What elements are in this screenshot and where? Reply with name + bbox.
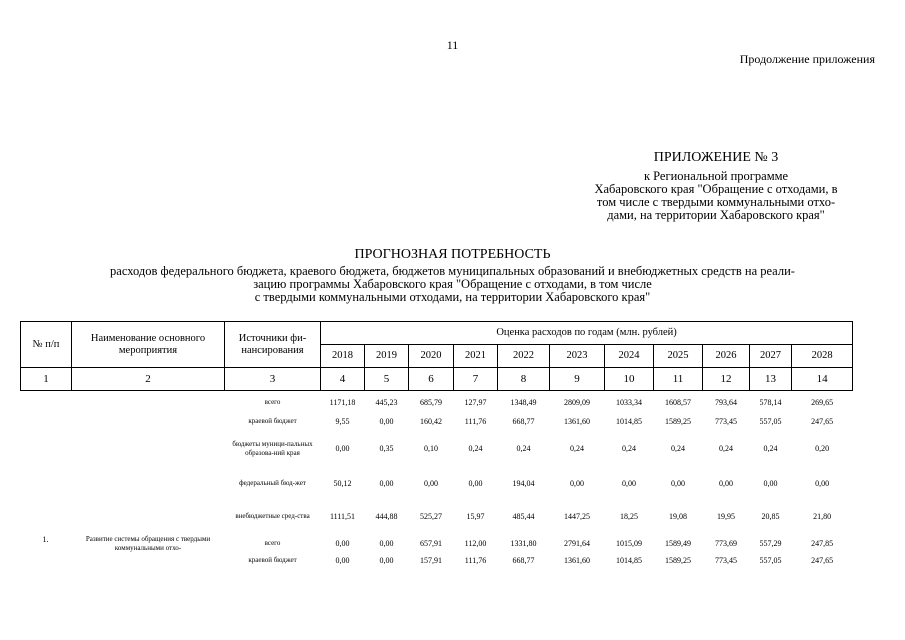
appendix-line: дами, на территории Хабаровского края"	[607, 208, 825, 222]
year-header: 2023	[550, 345, 605, 368]
event-name	[72, 499, 225, 535]
year-value: 668,77	[512, 556, 535, 565]
column-index: 4	[321, 368, 365, 391]
subheading-line: с твердыми коммунальными отходами, на территории Хабаровского края"	[254, 290, 651, 304]
year-value: 1589,49	[665, 539, 691, 548]
column-index: 8	[498, 368, 550, 391]
year-value: 0,35	[379, 444, 394, 453]
document-heading: ПРОГНОЗНАЯ ПОТРЕБНОСТЬ	[354, 247, 551, 262]
year-header: 2024	[605, 345, 654, 368]
year-value: 444,88	[375, 512, 398, 521]
year-value: 557,05	[759, 556, 782, 565]
year-header: 2025	[654, 345, 703, 368]
year-header: 2019	[365, 345, 409, 368]
year-value: 668,77	[512, 417, 535, 426]
year-value: 1348,49	[510, 398, 537, 408]
year-value: 157,91	[420, 556, 442, 565]
year-value: 0,00	[763, 479, 778, 488]
table-row	[21, 553, 853, 569]
document-subheading	[30, 265, 875, 304]
year-value: 19,95	[717, 512, 735, 521]
event-name	[72, 415, 225, 429]
appendix-line: том числе с твердыми коммунальными отхо-	[596, 195, 836, 209]
funding-source: внебюджетные сред-ства	[235, 512, 310, 520]
year-value: 269,65	[811, 398, 834, 408]
year-value: 0,20	[815, 444, 830, 453]
year-value: 0,24	[622, 444, 636, 453]
year-value: 445,23	[375, 398, 398, 408]
year-value: 1447,25	[564, 512, 590, 521]
year-value: 247,65	[811, 556, 834, 565]
year-header: 2026	[703, 345, 750, 368]
funding-source: всего	[264, 539, 281, 547]
year-value: 0,24	[516, 444, 531, 453]
page-number: 11	[446, 38, 459, 52]
year-value: 557,29	[759, 539, 782, 548]
year-value: 1589,25	[665, 417, 691, 426]
year-header: 2022	[498, 345, 550, 368]
event-name: Развитие системы обращения с твердыми коммунальными отхо-	[85, 534, 211, 552]
year-value: 15,97	[466, 512, 485, 521]
year-value: 0,24	[671, 444, 685, 453]
year-value: 0,24	[719, 444, 733, 453]
year-value: 0,00	[335, 539, 350, 548]
row-number	[21, 429, 72, 469]
funding-source: всего	[264, 398, 281, 407]
year-value: 194,04	[512, 479, 535, 488]
year-value: 0,00	[335, 556, 350, 565]
column-index: 7	[454, 368, 498, 391]
row-number	[21, 469, 72, 499]
year-value: 0,24	[763, 444, 778, 453]
column-index: 11	[654, 368, 703, 391]
subheading-line: расходов федерального бюджета, краевого бюджета, бюджетов муниципальных образований и внебюджетных средств на реали-	[110, 264, 795, 278]
row-number	[21, 553, 72, 569]
appendix-title: ПРИЛОЖЕНИЕ № 3	[653, 150, 779, 165]
year-value: 1331,80	[510, 539, 537, 548]
year-value: 578,14	[759, 398, 782, 408]
table-row	[21, 391, 853, 415]
year-value: 111,76	[464, 417, 487, 426]
year-header: 2027	[750, 345, 792, 368]
year-value: 0,00	[379, 539, 394, 548]
column-index: 9	[550, 368, 605, 391]
year-value: 21,80	[813, 512, 832, 521]
column-index: 14	[792, 368, 853, 391]
year-value: 0,00	[570, 479, 584, 488]
year-value: 485,44	[512, 512, 535, 521]
year-value: 557,05	[759, 417, 782, 426]
year-value: 0,00	[815, 479, 830, 488]
header-event: Наименование основного мероприятия	[72, 322, 225, 368]
year-value: 1014,85	[616, 417, 642, 426]
year-value: 1033,34	[616, 398, 642, 408]
funding-source: бюджеты муници-пальных образова-ний края	[232, 439, 313, 457]
year-value: 1361,60	[564, 556, 590, 565]
column-index: 6	[409, 368, 454, 391]
row-number	[21, 499, 72, 535]
year-value: 0,00	[719, 479, 733, 488]
column-index: 1	[21, 368, 72, 391]
continuation-label: Продолжение приложения	[739, 52, 875, 66]
year-value: 1014,85	[616, 556, 642, 565]
row-number	[21, 391, 72, 415]
funding-source: федеральный бюд-жет	[239, 479, 306, 487]
event-name	[72, 553, 225, 569]
event-name	[72, 429, 225, 469]
header-source: Источники фи-нансирования	[225, 322, 321, 368]
column-index: 5	[365, 368, 409, 391]
table-row	[21, 415, 853, 429]
year-value: 0,00	[424, 479, 438, 488]
year-value: 1608,57	[665, 398, 691, 408]
year-value: 111,76	[464, 556, 487, 565]
subheading-line: зацию программы Хабаровского края "Обращение с отходами, в том числе	[253, 277, 652, 291]
year-value: 0,00	[622, 479, 636, 488]
year-value: 2809,09	[564, 398, 590, 408]
year-value: 18,25	[620, 512, 638, 521]
appendix-line: Хабаровского края "Обращение с отходами, в	[594, 182, 838, 196]
year-value: 112,00	[464, 539, 487, 548]
funding-source: краевой бюджет	[248, 556, 297, 564]
year-value: 0,00	[468, 479, 483, 488]
year-value: 247,65	[811, 417, 834, 426]
year-value: 247,85	[811, 539, 834, 548]
appendix-subtitle	[560, 170, 872, 222]
year-value: 20,85	[761, 512, 780, 521]
column-index: 10	[605, 368, 654, 391]
header-number: № п/п	[21, 322, 72, 368]
year-value: 160,42	[420, 417, 442, 426]
column-index: 2	[72, 368, 225, 391]
year-header: 2028	[792, 345, 853, 368]
header-estimate: Оценка расходов по годам (млн. рублей)	[321, 322, 853, 345]
year-value: 0,00	[335, 444, 350, 453]
year-value: 1015,09	[616, 539, 642, 548]
event-name	[72, 469, 225, 499]
year-value: 793,64	[715, 398, 737, 408]
year-header: 2020	[409, 345, 454, 368]
year-value: 1361,60	[564, 417, 590, 426]
column-index: 13	[750, 368, 792, 391]
column-index: 3	[225, 368, 321, 391]
year-value: 0,24	[468, 444, 483, 453]
table-row	[21, 429, 853, 469]
table-row	[21, 499, 853, 535]
year-value: 773,45	[715, 556, 737, 565]
year-value: 0,00	[379, 556, 394, 565]
table-row	[21, 535, 853, 553]
year-value: 525,27	[420, 512, 442, 521]
year-value: 0,00	[379, 417, 394, 426]
year-header: 2021	[454, 345, 498, 368]
year-value: 657,91	[420, 539, 442, 548]
column-index: 12	[703, 368, 750, 391]
year-value: 0,00	[671, 479, 685, 488]
year-value: 19,08	[669, 512, 687, 521]
event-name	[72, 391, 225, 415]
row-number	[21, 415, 72, 429]
row-number: 1.	[42, 534, 49, 544]
year-value: 127,97	[464, 398, 487, 408]
appendix-line: к Региональной программе	[643, 169, 789, 183]
year-value: 1111,51	[329, 512, 356, 521]
year-value: 685,79	[420, 398, 442, 408]
year-value: 0,00	[379, 479, 394, 488]
year-header: 2018	[321, 345, 365, 368]
year-value: 9,55	[335, 417, 350, 426]
expenses-table	[20, 321, 853, 569]
year-value: 50,12	[333, 479, 352, 488]
funding-source: краевой бюджет	[248, 417, 297, 425]
year-value: 773,45	[715, 417, 737, 426]
year-value: 2791,64	[564, 539, 590, 548]
year-value: 0,24	[570, 444, 584, 453]
year-value: 773,69	[715, 539, 737, 548]
table-row	[21, 469, 853, 499]
year-value: 1589,25	[665, 556, 691, 565]
year-value: 1171,18	[329, 398, 356, 408]
year-value: 0,10	[424, 444, 438, 453]
